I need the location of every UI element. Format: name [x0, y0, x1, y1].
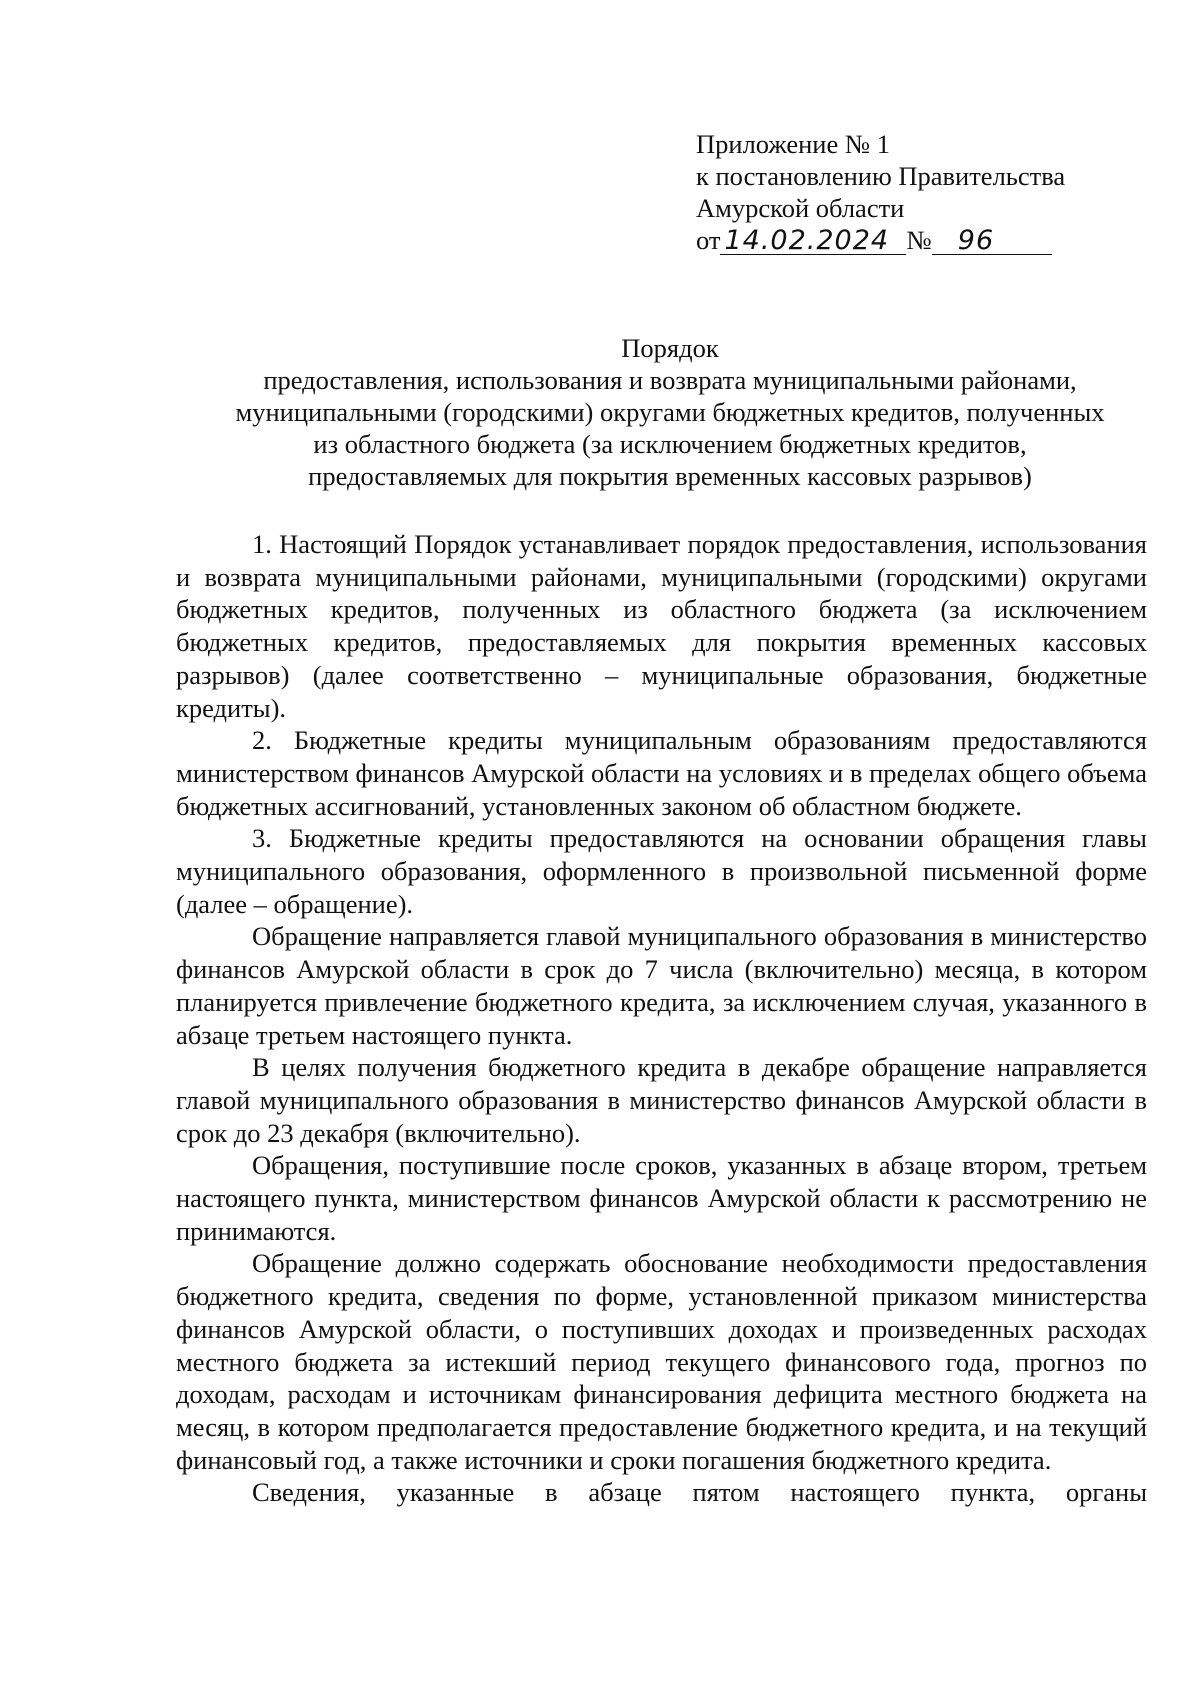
paragraph-1: 1. Настоящий Порядок устанавливает порядок предоставления, использования и возврата муниципальными районами, муниципальными (городскими) округами бюджетных кредитов, полученных из областного бюджета (за исключением бюджетных кредитов, предоставляемых для покрытия временных кассовых разрывов) (далее соответственно – муниципальные образования, бюджетные кредиты). [176, 529, 1147, 723]
number-label: № [906, 225, 932, 255]
date-prefix: от [696, 225, 721, 255]
title-subtitle-line: предоставляемых для покрытия временных кассовых разрывов) [308, 461, 1032, 491]
appendix-block [696, 128, 1065, 256]
paragraph-2: 2. Бюджетные кредиты муниципальным образованиям предоставляются министерством финансов Амурской области на условиях и в пределах общего объема бюджетных ассигнований, установленных законом об областном бюджете. [176, 725, 1147, 821]
title-heading: Порядок [621, 333, 719, 363]
paragraph-3-abzac-3: В целях получения бюджетного кредита в декабре обращение направляется главой муниципального образования в министерство финансов Амурской области в срок до 23 декабря (включительно). [176, 1052, 1147, 1148]
title-subtitle-line: муниципальными (городскими) округами бюджетных кредитов, полученных [235, 397, 1105, 427]
appendix-line-1: Приложение № 1 [696, 129, 891, 159]
paragraph-3-abzac-2: Обращение направляется главой муниципального образования в министерство финансов Амурской области в срок до 7 числа (включительно) месяца, в котором планируется привлечение бюджетного кредита, за исключением случая, указанного в абзаце третьем настоящего пункта. [176, 921, 1147, 1050]
title-subtitle-line: из областного бюджета (за исключением бюджетных кредитов, [313, 429, 1027, 459]
paragraph-3-abzac-6: Сведения, указанные в абзаце пятом настоящего пункта, органы [252, 1477, 1147, 1508]
paragraph-3-abzac-5: Обращение должно содержать обоснование необходимости предоставления бюджетного кредита, сведения по форме, установленной приказом министерства финансов Амурской области, о поступивших доходах и произведенных расходах местного бюджета за истекший период текущего финансового года, прогноз по доходам, расходам и источникам финансирования дефицита местного бюджета на месяц, в котором предполагается предоставление бюджетного кредита, и на текущий финансовый год, а также источники и сроки погашения бюджетного кредита. [176, 1248, 1147, 1475]
appendix-line-2: к постановлению Правительства [696, 161, 1066, 191]
handwritten-date: 14.02.2024 [720, 228, 906, 255]
appendix-date-line [696, 224, 1065, 256]
document-title [170, 332, 1170, 492]
document-body [176, 528, 1147, 1509]
title-subtitle-line: предоставления, использования и возврата муниципальными районами, [263, 365, 1077, 395]
paragraph-3: 3. Бюджетные кредиты предоставляются на основании обращения главы муниципального образования, оформленного в произвольной письменной форме (далее – обращение). [176, 823, 1147, 919]
handwritten-number: 96 [932, 228, 1052, 255]
appendix-line-3: Амурской области [696, 193, 905, 223]
paragraph-3-abzac-4: Обращения, поступившие после сроков, указанных в абзаце втором, третьем настоящего пункта, министерством финансов Амурской области к рассмотрению не принимаются. [176, 1150, 1147, 1246]
